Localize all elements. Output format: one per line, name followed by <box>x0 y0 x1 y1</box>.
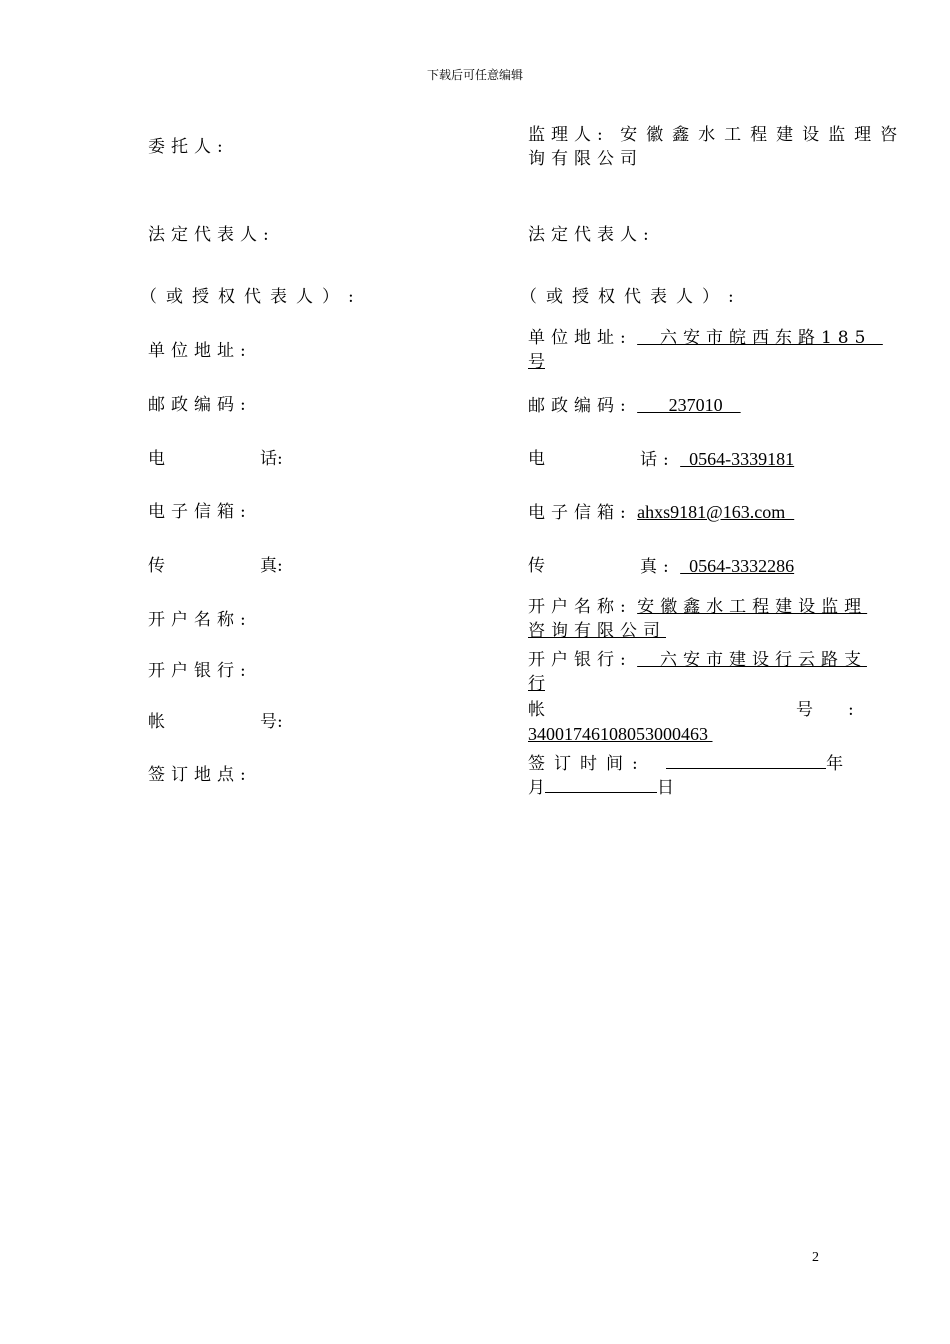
left-phone-label-a: 电 <box>148 449 165 469</box>
supervisor-label-text: 监理人: <box>528 125 609 145</box>
right-account-name-row <box>528 595 867 619</box>
right-postcode-row <box>528 393 741 418</box>
right-sign-time-row <box>528 750 843 776</box>
left-account-name-label: 开户名称: <box>148 610 252 630</box>
year-blank[interactable] <box>666 750 826 769</box>
left-authorized-label: （或授权代表人）: <box>140 287 363 307</box>
right-address-value-line2: 号 <box>528 352 545 372</box>
right-email-label: 电子信箱: <box>528 503 632 523</box>
right-bank-label: 开户银行: <box>528 650 632 670</box>
year-label: 年 <box>826 754 844 774</box>
supervisor-name-line1: 安徽鑫水工程建设监理咨 <box>620 125 907 145</box>
left-address-label: 单位地址: <box>148 341 252 361</box>
right-account-name-line1: 安徽鑫水工程建设监理 <box>637 597 868 617</box>
right-phone-label-b: 话: <box>640 450 675 470</box>
right-address-row <box>528 326 883 350</box>
right-authorized-label: （或授权代表人）: <box>520 287 743 307</box>
right-bank-line1: 六安市建设行云路支 <box>637 650 867 670</box>
right-sign-time-label: 签订时间: <box>528 754 647 774</box>
right-fax-label-b: 真: <box>640 557 675 577</box>
left-postcode-label: 邮政编码: <box>148 395 252 415</box>
left-bank-label: 开户银行: <box>148 661 252 681</box>
right-account-name-line2: 咨询有限公司 <box>528 621 666 641</box>
left-account-label-a: 帐 <box>148 712 165 732</box>
right-postcode-value: 237010 <box>637 395 741 415</box>
month-label: 月 <box>528 778 545 798</box>
principal-label: 委托人: <box>148 137 229 157</box>
right-account-value: 34001746108053000463 <box>528 724 713 744</box>
page-number: 2 <box>812 1250 819 1265</box>
left-email-label: 电子信箱: <box>148 502 252 522</box>
right-fax-row <box>640 554 794 579</box>
left-account-label-b: 号: <box>260 712 283 732</box>
right-account-label-b: 号 <box>796 700 813 720</box>
right-address-value-line1: 六安市皖西东路185 <box>637 328 883 348</box>
right-fax-label-a: 传 <box>528 556 545 576</box>
left-sign-place-label: 签订地点: <box>148 765 252 785</box>
left-phone-label-b: 话: <box>260 449 283 469</box>
month-blank[interactable] <box>545 774 657 793</box>
right-sign-time-row2 <box>528 774 674 800</box>
right-email-value[interactable]: ahxs9181@163.com <box>637 502 795 522</box>
supervisor-name-line2: 询有限公司 <box>528 149 643 169</box>
right-account-colon: : <box>848 700 854 720</box>
right-bank-line2: 行 <box>528 674 545 694</box>
right-account-name-label: 开户名称: <box>528 597 632 617</box>
right-phone-value: 0564-3339181 <box>680 449 795 469</box>
right-legal-rep-label: 法定代表人: <box>528 225 655 245</box>
day-label: 日 <box>657 778 674 798</box>
right-email-row <box>528 500 794 525</box>
right-phone-row <box>640 447 794 472</box>
right-fax-value: 0564-3332286 <box>680 556 795 576</box>
left-legal-rep-label: 法定代表人: <box>148 225 275 245</box>
right-phone-label-a: 电 <box>528 449 545 469</box>
right-bank-row <box>528 648 867 672</box>
right-account-label-a: 帐 <box>528 700 545 720</box>
right-postcode-label: 邮政编码: <box>528 396 632 416</box>
supervisor-label <box>528 123 906 147</box>
left-fax-label-b: 真: <box>260 556 283 576</box>
left-fax-label-a: 传 <box>148 556 165 576</box>
right-address-label: 单位地址: <box>528 328 632 348</box>
page-header: 下载后可任意编辑 <box>426 68 523 82</box>
